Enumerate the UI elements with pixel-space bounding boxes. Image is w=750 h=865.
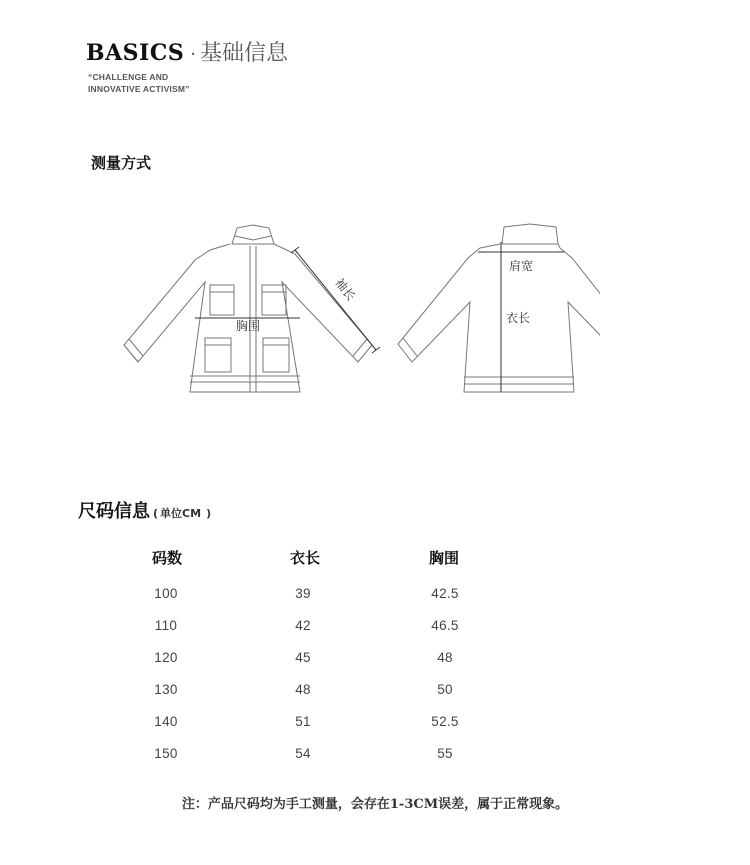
cell-length: 42	[295, 618, 311, 633]
cell-size: 150	[154, 746, 178, 761]
unit-label: 单位CM	[160, 507, 202, 520]
cell-chest: 48	[437, 650, 453, 665]
cell-size: 100	[154, 586, 178, 601]
cell-chest: 42.5	[431, 586, 459, 601]
cell-size: 140	[154, 714, 178, 729]
sleeve-measure-line	[295, 250, 376, 350]
brand-dot: ·	[190, 44, 196, 65]
jacket-front-illustration	[124, 225, 372, 392]
cell-length: 54	[295, 746, 311, 761]
tagline-line-2: INNOVATIVE ACTIVISM”	[88, 84, 190, 94]
size-title: 尺码信息	[78, 501, 150, 522]
col-header-size: 码数	[151, 549, 183, 567]
col-header-length: 衣长	[289, 549, 321, 567]
cell-chest: 46.5	[431, 618, 459, 633]
tagline	[88, 71, 190, 95]
shoulder-label: 肩宽	[508, 259, 534, 273]
cell-length: 48	[295, 682, 311, 697]
cell-chest: 50	[437, 682, 453, 697]
cell-chest: 52.5	[431, 714, 459, 729]
measurement-note: 注：产品尺码均为手工测量，会存在1-3CM误差，属于正常现象。	[181, 797, 569, 812]
measure-title: 测量方式	[91, 154, 152, 172]
col-header-chest: 胸围	[428, 549, 460, 567]
brand-en: BASICS	[86, 40, 185, 66]
tagline-line-1: “CHALLENGE AND	[88, 72, 169, 82]
chest-label: 胸围	[235, 319, 261, 333]
cell-size: 110	[154, 618, 178, 633]
cell-length: 51	[295, 714, 311, 729]
brand-title	[86, 36, 288, 67]
paren-close: )	[206, 507, 212, 520]
paren-open: (	[153, 507, 159, 520]
size-info-title	[78, 497, 211, 523]
cell-size: 120	[154, 650, 178, 665]
length-label: 衣长	[505, 311, 531, 325]
cell-size: 130	[154, 682, 178, 697]
sleeve-label: 袖长	[332, 275, 359, 304]
cell-length: 39	[295, 586, 311, 601]
measurement-diagram	[110, 222, 600, 397]
cell-chest: 55	[437, 746, 453, 761]
cell-length: 45	[295, 650, 311, 665]
brand-cn: 基础信息	[199, 41, 288, 66]
jacket-back-illustration	[398, 224, 600, 392]
